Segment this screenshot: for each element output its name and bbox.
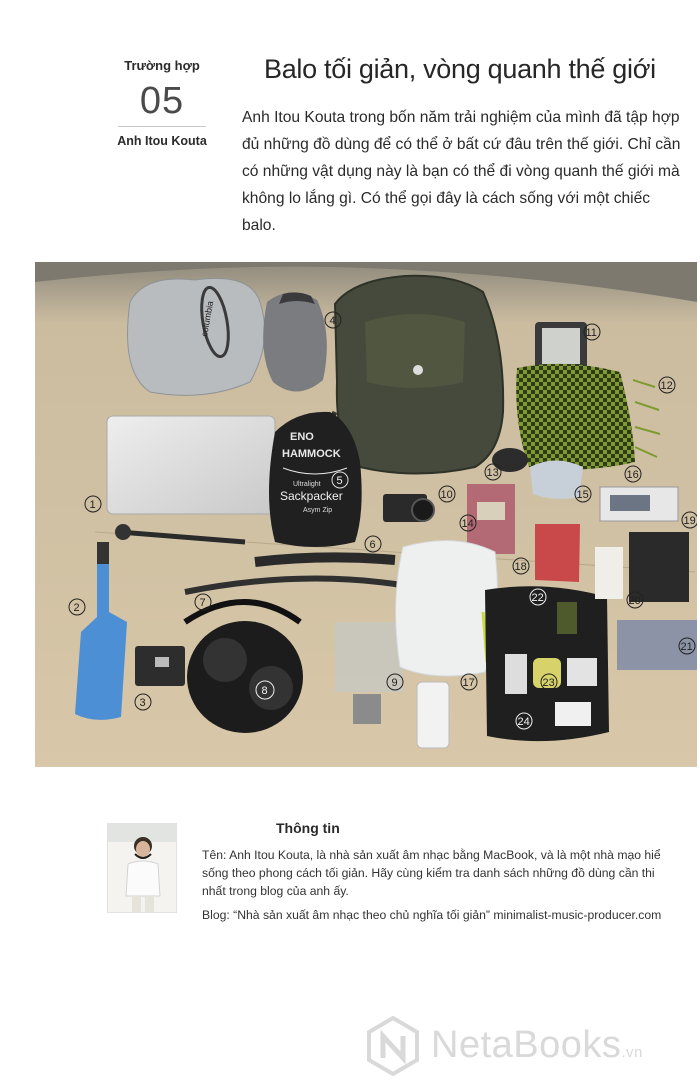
item-number-20: 20 [628, 595, 641, 607]
item-number-12: 12 [660, 380, 673, 392]
watermark-suffix: .vn [621, 1044, 643, 1061]
item-number-19: 19 [683, 515, 696, 527]
item-number-16: 16 [626, 469, 639, 481]
watermark-brand: NetaBooks [431, 1024, 622, 1066]
case-person-name: Anh Itou Kouta [117, 134, 207, 148]
item-number-24: 24 [517, 716, 530, 728]
item-number-4: 4 [329, 315, 336, 327]
info-line-3: nhất trong blog của anh ấy. [202, 884, 349, 898]
case-number: 05 [139, 80, 185, 122]
info-heading: Thông tin [276, 820, 340, 836]
item-number-13: 13 [486, 467, 499, 479]
watermark [365, 1016, 695, 1076]
hammock-text-4: Ultralight [293, 481, 321, 488]
item-number-9: 9 [391, 677, 398, 689]
item-number-11: 11 [585, 327, 597, 339]
laptop [107, 416, 275, 514]
hammock-text-3: Sackpacker [280, 489, 343, 503]
item-number-2: 2 [73, 602, 80, 614]
item-number-6: 6 [369, 539, 376, 551]
item-number-18: 18 [514, 561, 527, 573]
netabooks-logo-icon [365, 1016, 421, 1076]
info-line-1: Tên: Anh Itou Kouta, là nhà sản xuất âm nhạc bằng MacBook, và là một nhà mạo hiể [202, 848, 661, 862]
item-number-17: 17 [462, 677, 475, 689]
item-number-8: 8 [261, 685, 268, 697]
item-number-3: 3 [139, 697, 146, 709]
intro-paragraph: Anh Itou Kouta trong bốn năm trải nghiệm của mình đã tập hợp đủ những đồ dùng để có thể ở bất cứ đâu trên thế giới. Chỉ cần có những vật dụng này là bạn có thể đi vòng quanh thế giới mà không lo lắng gì. Có thể gọi đây là cách sống với một chiếc balo. [242, 109, 681, 234]
hammock-text-2: HAMMOCK [282, 448, 341, 460]
info-line-2: sống theo phong cách tối giản. Hãy cùng kiểm tra danh sách những đồ dùng cần thi [202, 866, 655, 880]
item-number-14: 14 [461, 518, 474, 530]
gear-photo [35, 262, 697, 767]
item-number-21: 21 [680, 641, 693, 653]
bag-brand-text: columbia [199, 300, 216, 338]
case-label: Trường hợp [124, 58, 200, 73]
info-body [202, 846, 700, 924]
author-photo [107, 823, 177, 913]
hammock-text-5: Asym Zip [303, 507, 333, 514]
info-blog-link[interactable]: Blog: “Nhà sản xuất âm nhạc theo chủ nghĩa tối giản” minimalist-music-producer.com [202, 908, 662, 922]
item-number-15: 15 [576, 489, 589, 501]
page-title: Balo tối giản, vòng quanh thế giới [264, 54, 656, 84]
item-number-23: 23 [542, 677, 555, 689]
hammock-text-1: ENO [290, 431, 314, 443]
item-number-10: 10 [440, 489, 453, 501]
packable-bag [128, 278, 265, 395]
item-number-22: 22 [531, 592, 544, 604]
item-number-1: 1 [89, 499, 96, 511]
case-divider [118, 126, 206, 127]
item-number-5: 5 [336, 475, 343, 487]
item-number-7: 7 [199, 597, 206, 609]
